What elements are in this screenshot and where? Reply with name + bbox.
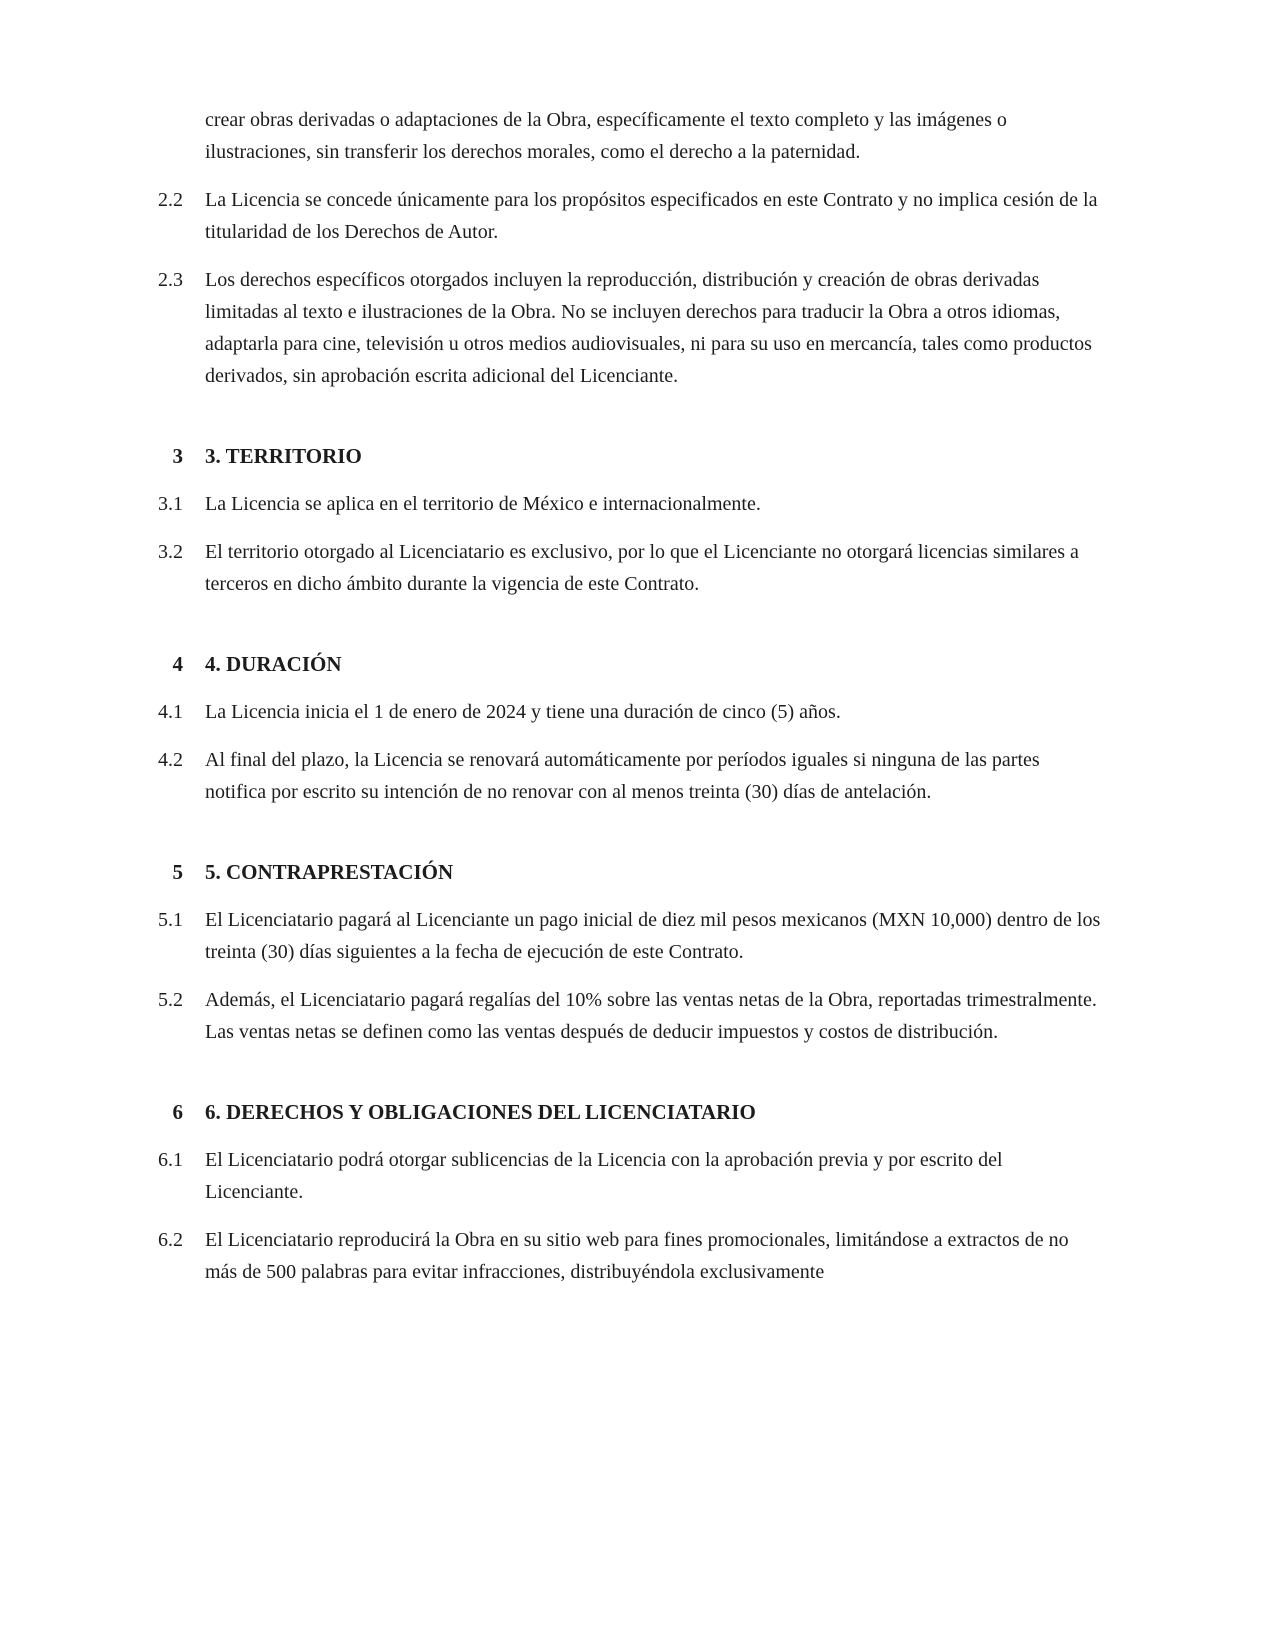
clause-5-1 xyxy=(123,904,1275,968)
clause-text: Al final del plazo, la Licencia se renovará automáticamente por períodos iguales si ninguna de las partes notifica por escrito su intención de no renovar con al menos treinta (30) días de antelación. xyxy=(205,749,1040,803)
clause-2-3 xyxy=(123,264,1275,392)
clause-text: La Licencia inicia el 1 de enero de 2024 y tiene una duración de cinco (5) años. xyxy=(205,701,841,723)
clause-number: 3.1 xyxy=(158,493,183,515)
clause-text: El Licenciatario reproducirá la Obra en su sitio web para fines promocionales, limitándose a extractos de no más de 500 palabras para evitar infracciones, distribuyéndola exclusivamente xyxy=(205,1229,1069,1283)
clause-6-2 xyxy=(123,1224,1275,1288)
section-heading-6 xyxy=(123,1096,1275,1128)
clause-text: La Licencia se concede únicamente para los propósitos especificados en este Contrato y no implica cesión de la titularidad de los Derechos de Autor. xyxy=(205,189,1098,243)
clause-number: 4.1 xyxy=(158,701,183,723)
section-heading-4 xyxy=(123,648,1275,680)
section-title: 4. DURACIÓN xyxy=(205,652,342,676)
clause-text: Además, el Licenciatario pagará regalías del 10% sobre las ventas netas de la Obra, reportadas trimestralmente. Las ventas netas se definen como las ventas después de deducir impuestos y costos de distribución. xyxy=(205,989,1097,1043)
section-heading-5 xyxy=(123,856,1275,888)
clause-text: crear obras derivadas o adaptaciones de la Obra, específicamente el texto completo y las imágenes o ilustraciones, sin transferir los derechos morales, como el derecho a la paternidad. xyxy=(205,109,1007,163)
clause-6-1 xyxy=(123,1144,1275,1208)
clause-text: El Licenciatario podrá otorgar sublicencias de la Licencia con la aprobación previa y por escrito del Licenciante. xyxy=(205,1149,1003,1203)
clause-number: 6.2 xyxy=(158,1229,183,1251)
clause-4-1 xyxy=(123,696,1275,728)
section-number: 4 xyxy=(172,652,183,676)
section-title: 5. CONTRAPRESTACIÓN xyxy=(205,860,454,884)
clause-5-2 xyxy=(123,984,1275,1048)
section-title: 3. TERRITORIO xyxy=(205,444,362,468)
clause-3-1 xyxy=(123,488,1275,520)
clause-3-2 xyxy=(123,536,1275,600)
clause-number: 5.2 xyxy=(158,989,183,1011)
clause-4-2 xyxy=(123,744,1275,808)
section-number: 3 xyxy=(172,444,183,468)
section-number: 5 xyxy=(172,860,183,884)
clause-number: 4.2 xyxy=(158,749,183,771)
clause-text: La Licencia se aplica en el territorio de México e internacionalmente. xyxy=(205,493,761,515)
clause-number: 5.1 xyxy=(158,909,183,931)
clause-text: El Licenciatario pagará al Licenciante un pago inicial de diez mil pesos mexicanos (MXN 10,000) dentro de los treinta (30) días siguientes a la fecha de ejecución de este Contrato. xyxy=(205,909,1101,963)
clause-text: Los derechos específicos otorgados incluyen la reproducción, distribución y creación de obras derivadas limitadas al texto e ilustraciones de la Obra. No se incluyen derechos para traducir la Obra a otros idiomas, adaptarla para cine, televisión u otros medios audiovisuales, ni para su uso en mercancía, tales como productos derivados, sin aprobación escrita adicional del Licenciante. xyxy=(205,269,1092,387)
clause-number: 3.2 xyxy=(158,541,183,563)
section-number: 6 xyxy=(172,1100,183,1124)
clause-number: 2.3 xyxy=(158,269,183,291)
clause-number: 6.1 xyxy=(158,1149,183,1171)
clause-text: El territorio otorgado al Licenciatario es exclusivo, por lo que el Licenciante no otorgará licencias similares a terceros en dicho ámbito durante la vigencia de este Contrato. xyxy=(205,541,1079,595)
clause-2-2 xyxy=(123,184,1275,248)
clause-2-1-continuation xyxy=(123,104,1275,168)
section-heading-3 xyxy=(123,440,1275,472)
section-title: 6. DERECHOS Y OBLIGACIONES DEL LICENCIATARIO xyxy=(205,1100,756,1124)
clause-number: 2.2 xyxy=(158,189,183,211)
